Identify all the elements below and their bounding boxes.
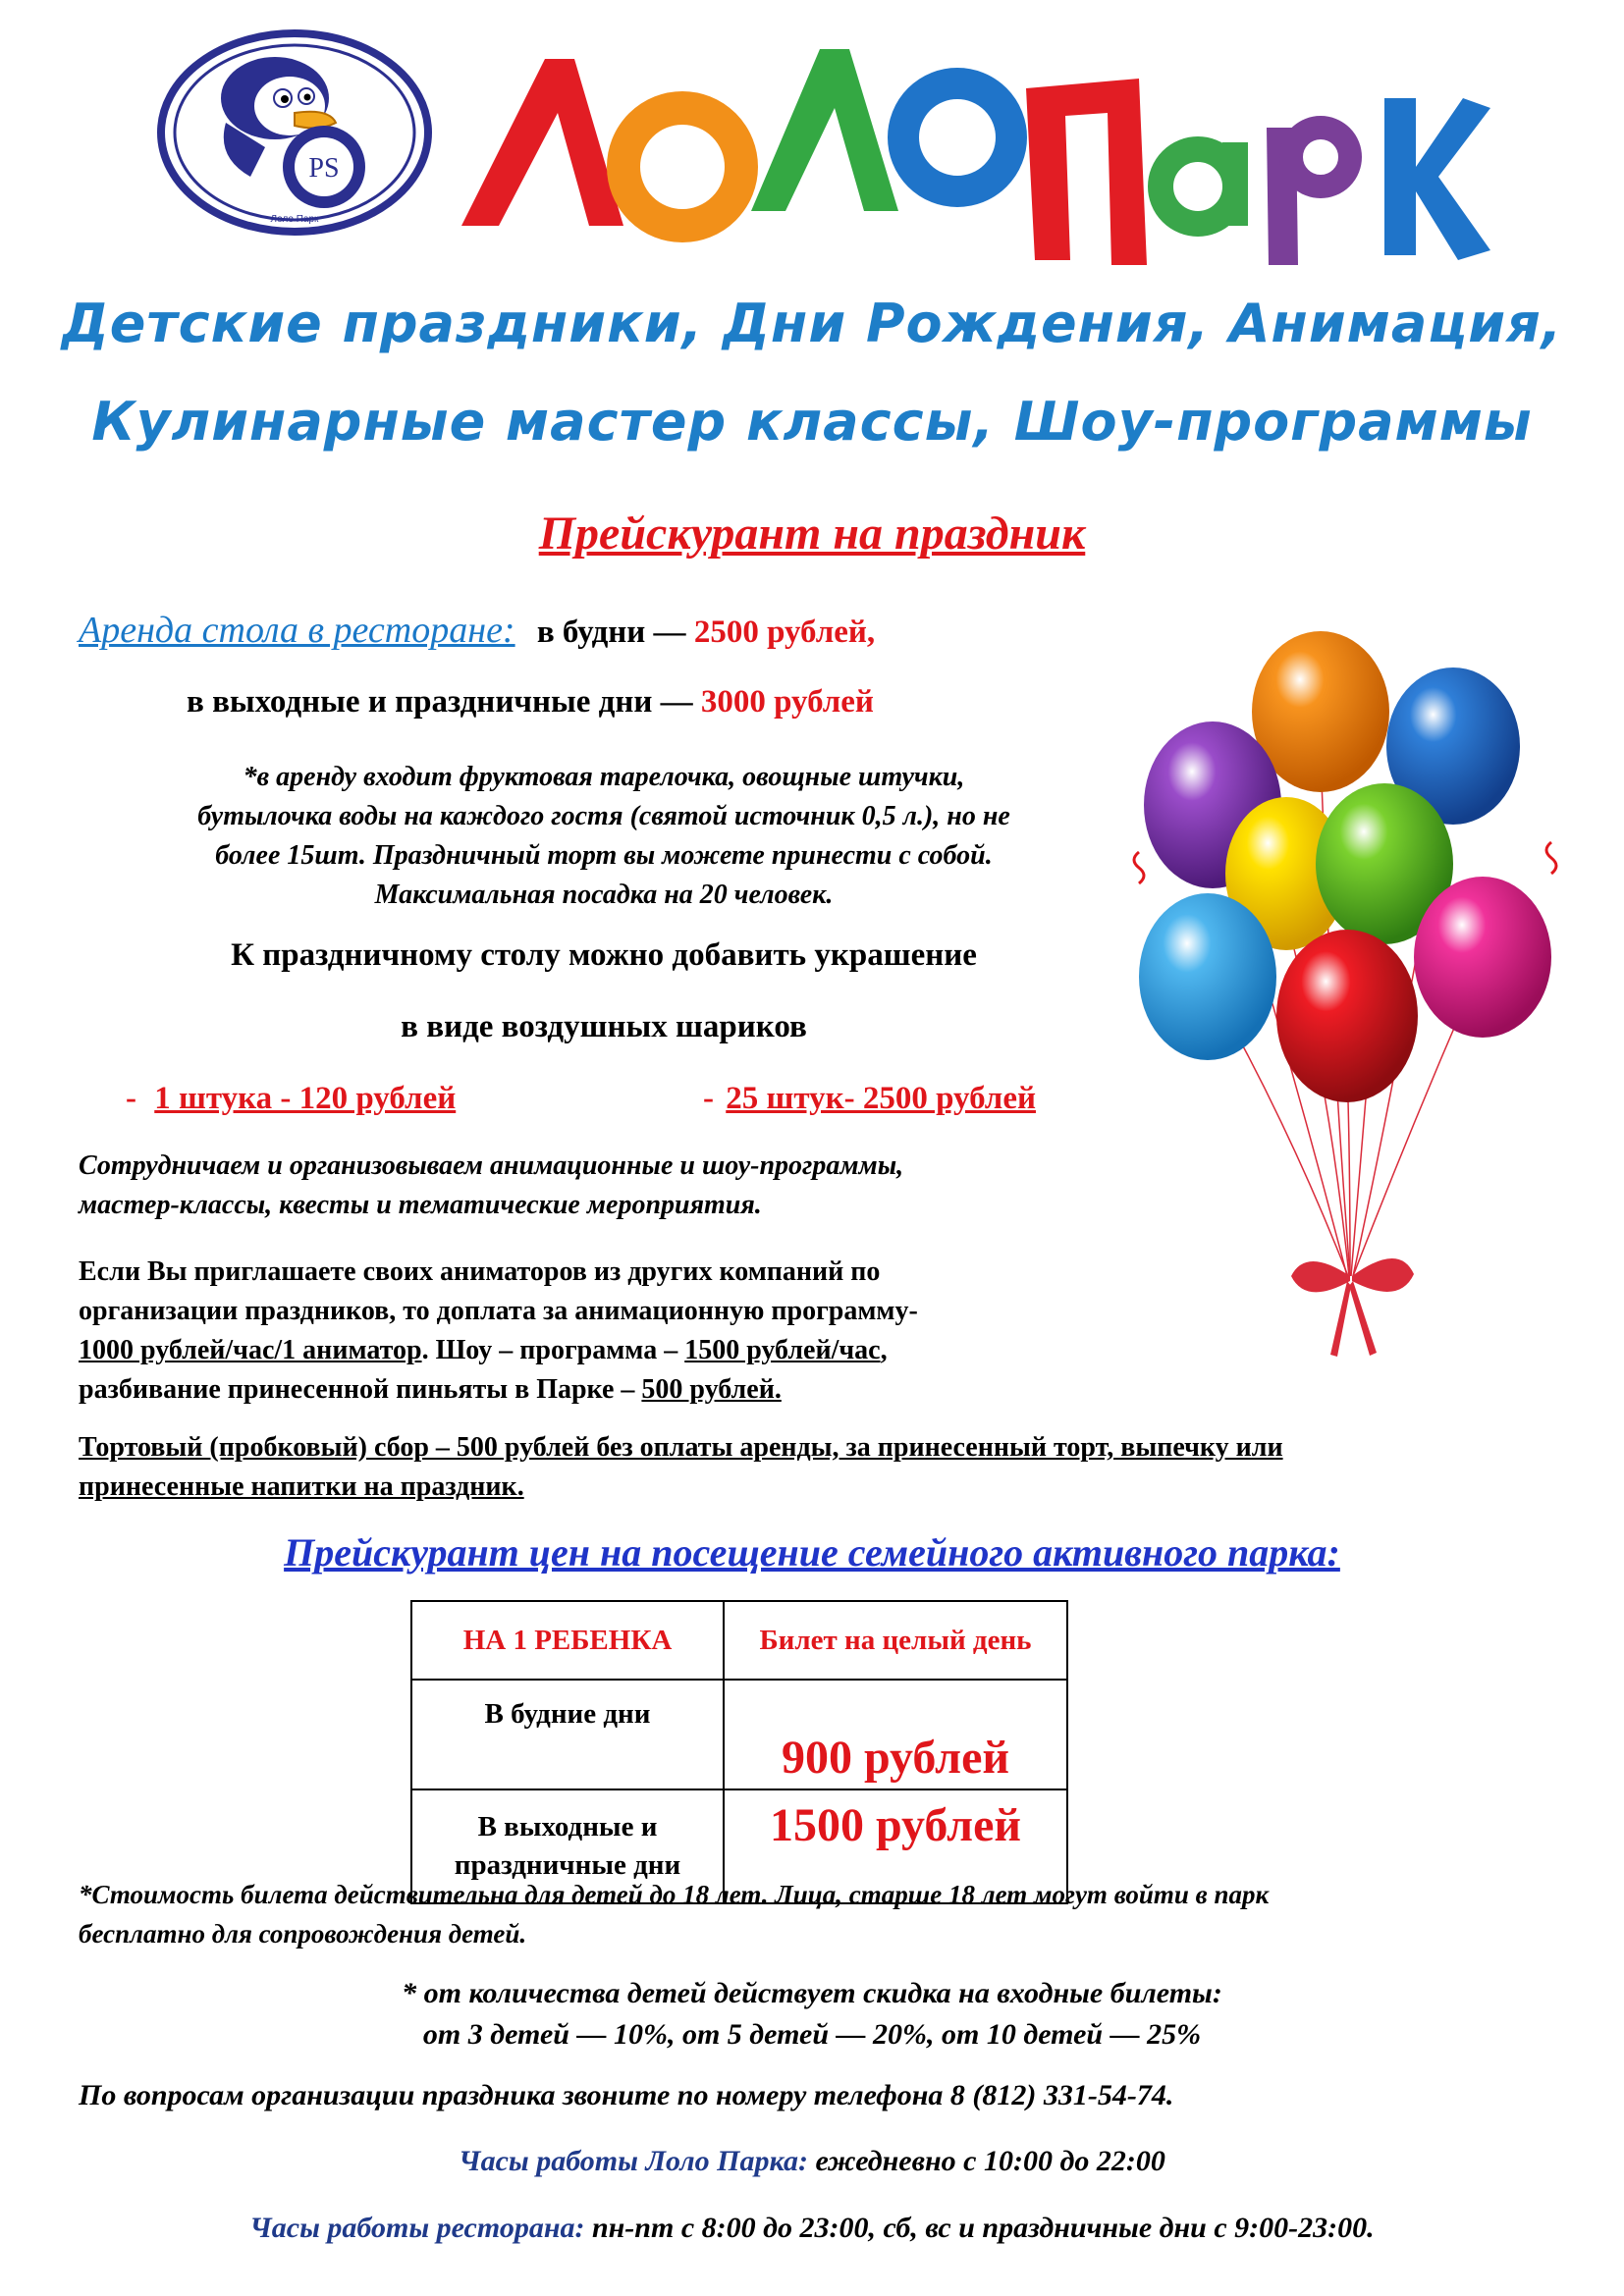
park-hours-value: ежедневно с 10:00 до 22:00	[815, 2145, 1165, 2177]
balloon-price-1-text: 1 штука - 120 рублей	[154, 1081, 457, 1116]
weekday-label: В будние дни	[411, 1680, 724, 1789]
table-header: НА 1 РЕБЕНКА	[411, 1601, 724, 1680]
rent-label: Аренда стола в ресторане:	[79, 610, 515, 651]
park-hours-label: Часы работы Лоло Парка:	[459, 2145, 808, 2177]
holiday-price-heading: Прейскурант на праздник	[538, 507, 1086, 560]
table-row	[411, 1680, 1067, 1789]
cork-line1: Тортовый (пробковый) сбор – 500 рублей без оплаты аренды, за принесенный торт, выпечку или	[79, 1432, 1283, 1463]
ticket-note-line2: бесплатно для сопровождения детей.	[79, 1919, 527, 1949]
rent-note	[79, 758, 1129, 915]
table-header: Билет на целый день	[724, 1601, 1067, 1680]
balloon-price-25-text: 25 штук- 2500 рублей	[726, 1081, 1036, 1116]
anim-line1: Если Вы приглашаете своих аниматоров из других компаний по	[79, 1256, 881, 1287]
decor-line2: в виде воздушных шариков	[401, 1009, 807, 1044]
show-rate: 1500 рублей/час	[684, 1335, 881, 1365]
park-price-heading: Прейскурант цен на посещение семейного активного парка:	[284, 1530, 1340, 1575]
weekend-ticket-price: 1500 рублей	[724, 1789, 1067, 1903]
anim-line2: организации праздников, то доплата за анимационную программу-	[79, 1296, 918, 1326]
tagline-line2: Кулинарные мастер классы, Шоу-программы	[91, 391, 1533, 453]
cooperation-text	[79, 1147, 903, 1225]
table-header-row	[411, 1601, 1067, 1680]
ticket-price-table	[410, 1600, 1068, 1904]
decor-line1: К праздничному столу можно добавить украшение	[231, 937, 977, 973]
anim-line4-text: разбивание принесенной пиньяты в Парке –	[79, 1374, 635, 1405]
anim-line4	[79, 1370, 918, 1410]
coop-line2: мастер-классы, квесты и тематические мероприятия.	[79, 1190, 762, 1220]
ps-badge: PS	[308, 153, 340, 184]
weekend-text: в выходные и праздничные дни —	[187, 684, 693, 720]
weekday-ticket-price: 900 рублей	[724, 1680, 1067, 1789]
logo-ring-text: Лоло Парк	[270, 214, 319, 225]
dash: -	[126, 1081, 136, 1116]
animator-rate: 1000 рублей/час/1 аниматор	[79, 1335, 422, 1365]
phone-line: По вопросам организации праздника звоните по номеру телефона 8 (812) 331-54-74.	[79, 2079, 1174, 2111]
cork-fee-text	[79, 1428, 1283, 1507]
restaurant-hours-value: пн-пт с 8:00 до 23:00, сб, вс и праздничные дни с 9:00-23:00.	[591, 2212, 1375, 2244]
park-hours	[0, 2145, 1624, 2178]
pinata-rate: 500 рублей.	[641, 1374, 782, 1405]
weekend-label-line1: В выходные и	[477, 1811, 658, 1842]
cork-line2: принесенные напитки на праздник.	[79, 1471, 524, 1502]
comma: ,	[880, 1335, 888, 1365]
dash: -	[703, 1081, 714, 1116]
ticket-note-line1: *Стоимость билета действительна для детей до 18 лет. Лица, старше 18 лет могут войти в парк	[79, 1880, 1270, 1909]
anim-line3	[79, 1331, 918, 1370]
lolopark-wordmark	[452, 20, 1492, 275]
tagline-line1: Детские праздники, Дни Рождения, Анимация,	[61, 293, 1563, 354]
discount-line1: * от количества детей действует скидка на входные билеты:	[402, 1977, 1222, 2009]
penguin-logo	[157, 29, 432, 236]
weekend-label-line2: праздничные дни	[454, 1849, 681, 1881]
rent-note-line1: *в аренду входит фруктовая тарелочка, овощные штучки,	[243, 762, 965, 792]
rent-note-line4: Максимальная посадка на 20 человек.	[374, 880, 834, 910]
balloon-price-1	[126, 1081, 456, 1117]
balloons-illustration	[1119, 628, 1571, 1374]
rent-note-line3: более 15шт. Праздничный торт вы можете принести с собой.	[215, 840, 993, 871]
ticket-note	[79, 1875, 1269, 1953]
weekend-price: 3000 рублей	[700, 684, 874, 720]
discount-note	[0, 1973, 1624, 2056]
restaurant-hours-label: Часы работы ресторана:	[249, 2212, 585, 2244]
anim-line3-text: . Шоу – программа –	[421, 1335, 678, 1365]
weekend-line	[187, 684, 874, 721]
coop-line1: Сотрудничаем и организовываем анимационные и шоу-программы,	[79, 1150, 904, 1181]
restaurant-hours	[0, 2212, 1624, 2245]
rent-note-line2: бутылочка воды на каждого гостя (святой источник 0,5 л.), но не	[197, 801, 1010, 831]
discount-line2: от 3 детей — 10%, от 5 детей — 20%, от 10 детей — 25%	[422, 2018, 1202, 2051]
balloon-price-25	[703, 1081, 1036, 1117]
animators-text	[79, 1253, 918, 1410]
weekday-price: 2500 рублей,	[693, 614, 876, 650]
weekday-text: в будни —	[536, 614, 686, 650]
rent-line	[79, 609, 875, 652]
